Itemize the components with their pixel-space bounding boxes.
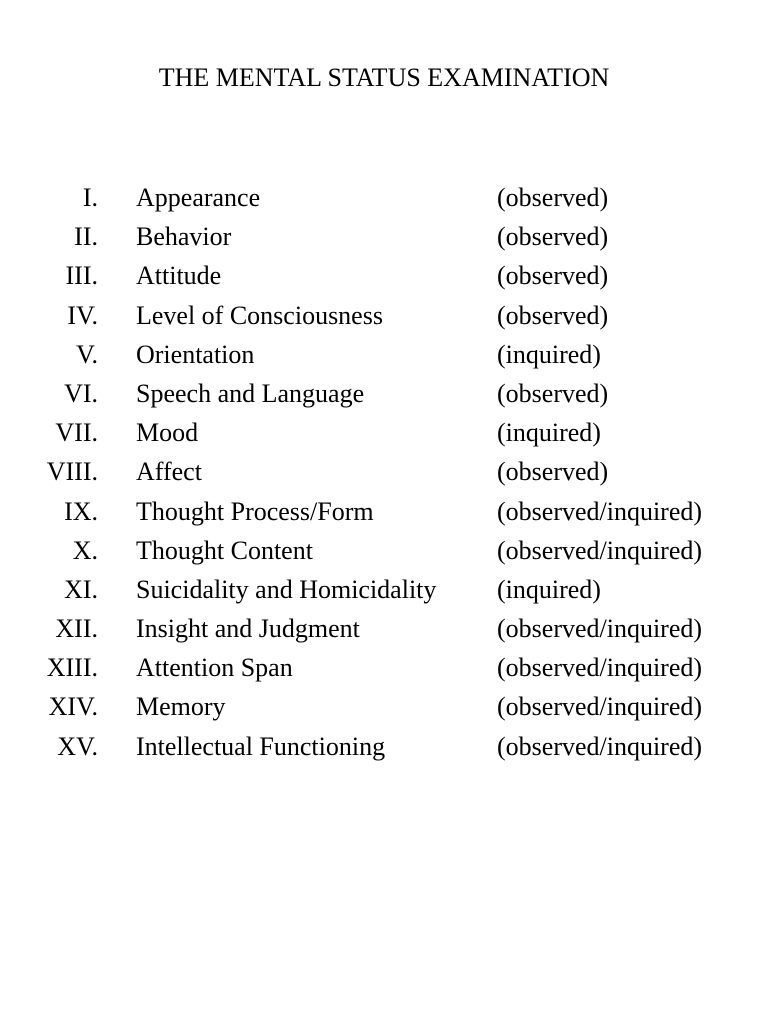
roman-numeral: XI. (64, 574, 98, 604)
assessment-mode: (observed) (497, 457, 609, 487)
roman-numeral: I. (82, 183, 98, 212)
list-item (0, 531, 768, 570)
roman-numeral: IX. (64, 496, 98, 526)
list-item (0, 335, 768, 374)
list-item (0, 217, 768, 256)
roman-numeral: X. (72, 535, 98, 565)
item-name: Level of Consciousness (136, 300, 383, 330)
assessment-mode: (observed/inquired) (497, 692, 703, 722)
roman-numeral: V. (76, 339, 98, 369)
item-name: Thought Process/Form (136, 496, 374, 526)
roman-numeral: XII. (55, 614, 98, 644)
list-item (0, 296, 768, 335)
assessment-mode: (observed) (497, 378, 609, 408)
exam-item-list (0, 178, 768, 766)
roman-numeral: XIII. (46, 653, 98, 683)
roman-numeral: III. (65, 261, 98, 291)
roman-numeral: VI. (64, 378, 98, 408)
roman-numeral: VIII. (46, 457, 98, 487)
assessment-mode: (observed) (497, 183, 609, 212)
list-item (0, 256, 768, 295)
item-name: Mood (136, 418, 199, 448)
assessment-mode: (observed/inquired) (497, 496, 703, 526)
assessment-mode: (inquired) (497, 418, 601, 448)
item-name: Intellectual Functioning (136, 731, 386, 761)
item-name: Thought Content (136, 535, 313, 565)
list-item (0, 570, 768, 609)
item-name: Orientation (136, 339, 255, 369)
list-item (0, 492, 768, 531)
item-name: Memory (136, 692, 226, 722)
list-item (0, 687, 768, 726)
roman-numeral: XIV. (48, 692, 98, 722)
assessment-mode: (observed/inquired) (497, 653, 703, 683)
assessment-mode: (observed/inquired) (497, 535, 703, 565)
list-item (0, 413, 768, 452)
assessment-mode: (observed) (497, 261, 609, 291)
roman-numeral: IV. (67, 300, 98, 330)
list-item (0, 609, 768, 648)
item-name: Behavior (136, 222, 232, 252)
assessment-mode: (observed/inquired) (497, 614, 703, 644)
assessment-mode: (observed/inquired) (497, 731, 703, 761)
item-name: Attention Span (136, 653, 293, 683)
page-title: THE MENTAL STATUS EXAMINATION (158, 63, 610, 92)
list-item (0, 374, 768, 413)
assessment-mode: (inquired) (497, 339, 601, 369)
assessment-mode: (observed) (497, 222, 609, 252)
item-name: Suicidality and Homicidality (136, 574, 437, 604)
item-name: Appearance (136, 183, 261, 212)
roman-numeral: VII. (55, 418, 98, 448)
list-item (0, 727, 768, 766)
assessment-mode: (inquired) (497, 574, 601, 604)
assessment-mode: (observed) (497, 300, 609, 330)
item-name: Attitude (136, 261, 222, 291)
item-name: Speech and Language (136, 378, 365, 408)
list-item (0, 648, 768, 687)
list-item (0, 452, 768, 491)
item-name: Affect (136, 457, 202, 487)
list-item (0, 178, 768, 217)
roman-numeral: II. (74, 222, 98, 252)
item-name: Insight and Judgment (136, 614, 360, 644)
roman-numeral: XV. (57, 731, 98, 761)
